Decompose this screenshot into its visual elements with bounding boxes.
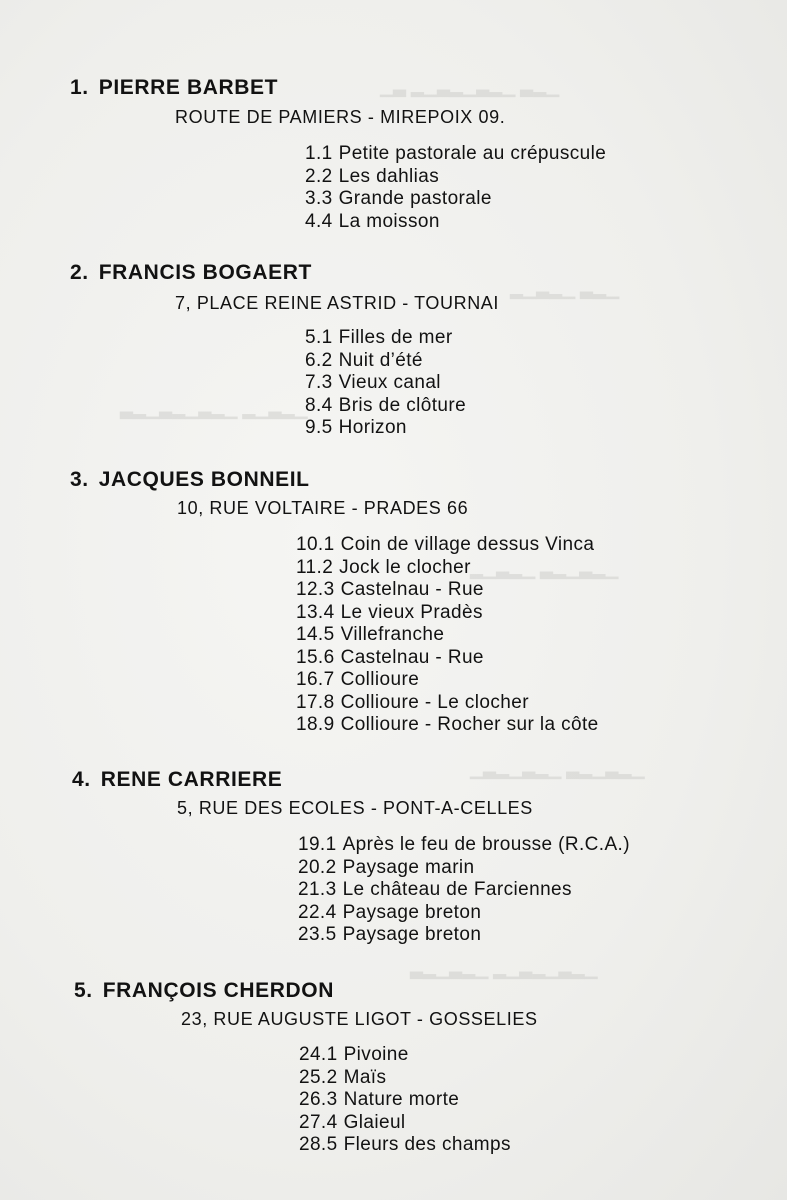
bleed-through-decoration: ▁▂▃ ▁▂▃▁▂▃▁▂ ▃▁ [380, 78, 560, 97]
work-title: Jock le clocher [339, 556, 471, 578]
work-code: 6.2 [305, 349, 333, 371]
work-item [299, 1112, 511, 1135]
work-item [296, 647, 599, 670]
work-item [298, 834, 630, 857]
bleed-through-decoration: ▁▂▃▁▂ ▁▂▃▁▂▃▁▂▃ [120, 400, 308, 419]
artist-number: 1. [70, 76, 89, 99]
artist-name: JACQUES BONNEIL [98, 468, 310, 491]
work-item [299, 1067, 511, 1090]
work-item [298, 902, 630, 925]
work-item [298, 924, 630, 947]
artist-address: 10, RUE VOLTAIRE - PRADES 66 [177, 498, 469, 518]
artist-name: FRANCIS BOGAERT [98, 261, 312, 284]
work-code: 21.3 [298, 879, 337, 900]
work-item [299, 1044, 511, 1067]
work-code: 16.7 [296, 669, 335, 690]
work-code: 24.1 [299, 1044, 338, 1065]
work-title: Les dahlias [338, 165, 440, 187]
artist-address: ROUTE DE PAMIERS - MIREPOIX 09. [175, 107, 506, 127]
work-item [296, 669, 599, 692]
work-item [305, 350, 466, 373]
work-title: Après le feu de brousse (R.C.A.) [342, 834, 630, 855]
works-list [299, 1044, 511, 1157]
work-title: Bris de clôture [338, 394, 467, 416]
work-item [305, 166, 606, 189]
work-code: 5.1 [305, 327, 333, 348]
work-code: 11.2 [296, 556, 334, 578]
work-item [296, 534, 599, 557]
artist-heading [70, 468, 310, 492]
work-title: Castelnau - Rue [340, 579, 484, 600]
work-title: Collioure [340, 669, 420, 690]
work-title: Maïs [343, 1066, 387, 1088]
work-code: 2.2 [305, 165, 333, 187]
bleed-through-decoration: ▁▂▃▁▂▃▁▂ ▁▂▃▁▂▃ [410, 960, 598, 979]
work-title: Paysage breton [342, 901, 482, 923]
work-title: Vieux canal [338, 372, 441, 393]
work-code: 1.1 [305, 143, 333, 164]
works-list [305, 143, 606, 233]
work-code: 26.3 [299, 1089, 338, 1110]
work-code: 22.4 [298, 901, 337, 923]
work-title: Nuit d’été [338, 349, 423, 371]
artist-address: 7, PLACE REINE ASTRID - TOURNAI [175, 293, 500, 313]
work-code: 20.2 [298, 856, 337, 878]
work-title: Fleurs des champs [343, 1134, 511, 1155]
work-title: Collioure - Le clocher [340, 691, 529, 713]
work-item [296, 692, 599, 715]
work-item [296, 602, 599, 625]
artist-heading [72, 768, 282, 792]
work-item [299, 1134, 511, 1157]
work-code: 23.5 [298, 924, 337, 945]
work-code: 25.2 [299, 1066, 338, 1088]
work-title: Petite pastorale au crépuscule [338, 143, 607, 164]
work-title: Glaieul [343, 1111, 406, 1133]
work-code: 7.3 [305, 372, 333, 393]
artist-name: FRANÇOIS CHERDON [102, 979, 334, 1002]
work-item [299, 1089, 511, 1112]
artist-name: PIERRE BARBET [98, 76, 279, 99]
work-title: Le vieux Pradès [340, 601, 483, 623]
work-code: 8.4 [305, 394, 333, 416]
work-title: Nature morte [343, 1089, 460, 1110]
work-code: 4.4 [305, 210, 333, 232]
work-item [296, 557, 599, 580]
works-list [296, 534, 599, 737]
work-code: 9.5 [305, 417, 333, 438]
work-title: Horizon [338, 417, 407, 438]
artist-heading [70, 76, 278, 100]
work-title: Paysage breton [342, 924, 482, 945]
bleed-through-decoration: ▁▂▃▁▂▃ ▁▂▃▁▂ [470, 560, 619, 579]
work-code: 28.5 [299, 1134, 338, 1155]
work-item [296, 579, 599, 602]
work-title: Paysage marin [342, 856, 475, 878]
work-item [305, 395, 466, 418]
bleed-through-decoration: ▁▂▃▁▂▃ ▁▂▃▁▂▃▁ [470, 760, 645, 779]
work-code: 19.1 [298, 834, 337, 855]
work-code: 13.4 [296, 601, 335, 623]
work-code: 27.4 [299, 1111, 338, 1133]
work-title: Villefranche [340, 624, 445, 645]
work-title: Grande pastorale [338, 188, 492, 209]
artist-address: 23, RUE AUGUSTE LIGOT - GOSSELIES [181, 1009, 538, 1029]
artist-number: 4. [72, 768, 91, 791]
work-item [305, 327, 466, 350]
work-code: 17.8 [296, 691, 335, 713]
artist-heading [70, 261, 312, 285]
work-code: 18.9 [296, 714, 335, 735]
work-item [305, 143, 606, 166]
work-item [298, 857, 630, 880]
work-item [305, 417, 466, 440]
work-title: Filles de mer [338, 327, 453, 348]
work-item [305, 188, 606, 211]
work-code: 14.5 [296, 624, 335, 645]
work-title: Pivoine [343, 1044, 409, 1065]
works-list [305, 327, 466, 440]
work-code: 12.3 [296, 579, 335, 600]
work-code: 3.3 [305, 188, 333, 209]
artist-address: 5, RUE DES ECOLES - PONT-A-CELLES [177, 798, 533, 818]
works-list [298, 834, 630, 947]
work-item [305, 211, 606, 234]
work-item [296, 714, 599, 737]
work-title: La moisson [338, 210, 440, 232]
work-code: 15.6 [296, 646, 335, 668]
artist-name: RENE CARRIERE [100, 768, 283, 791]
artist-number: 2. [70, 261, 89, 284]
artist-number: 5. [74, 979, 93, 1002]
artist-number: 3. [70, 468, 89, 491]
work-title: Collioure - Rocher sur la côte [340, 714, 599, 735]
work-title: Castelnau - Rue [340, 646, 484, 668]
work-code: 10.1 [296, 534, 335, 555]
work-title: Le château de Farciennes [342, 879, 572, 900]
work-item [305, 372, 466, 395]
work-item [298, 879, 630, 902]
artist-heading [74, 979, 334, 1003]
work-title: Coin de village dessus Vinca [340, 534, 595, 555]
work-item [296, 624, 599, 647]
bleed-through-decoration: ▁▂▃ ▁▂▃▁▂ [510, 280, 620, 299]
